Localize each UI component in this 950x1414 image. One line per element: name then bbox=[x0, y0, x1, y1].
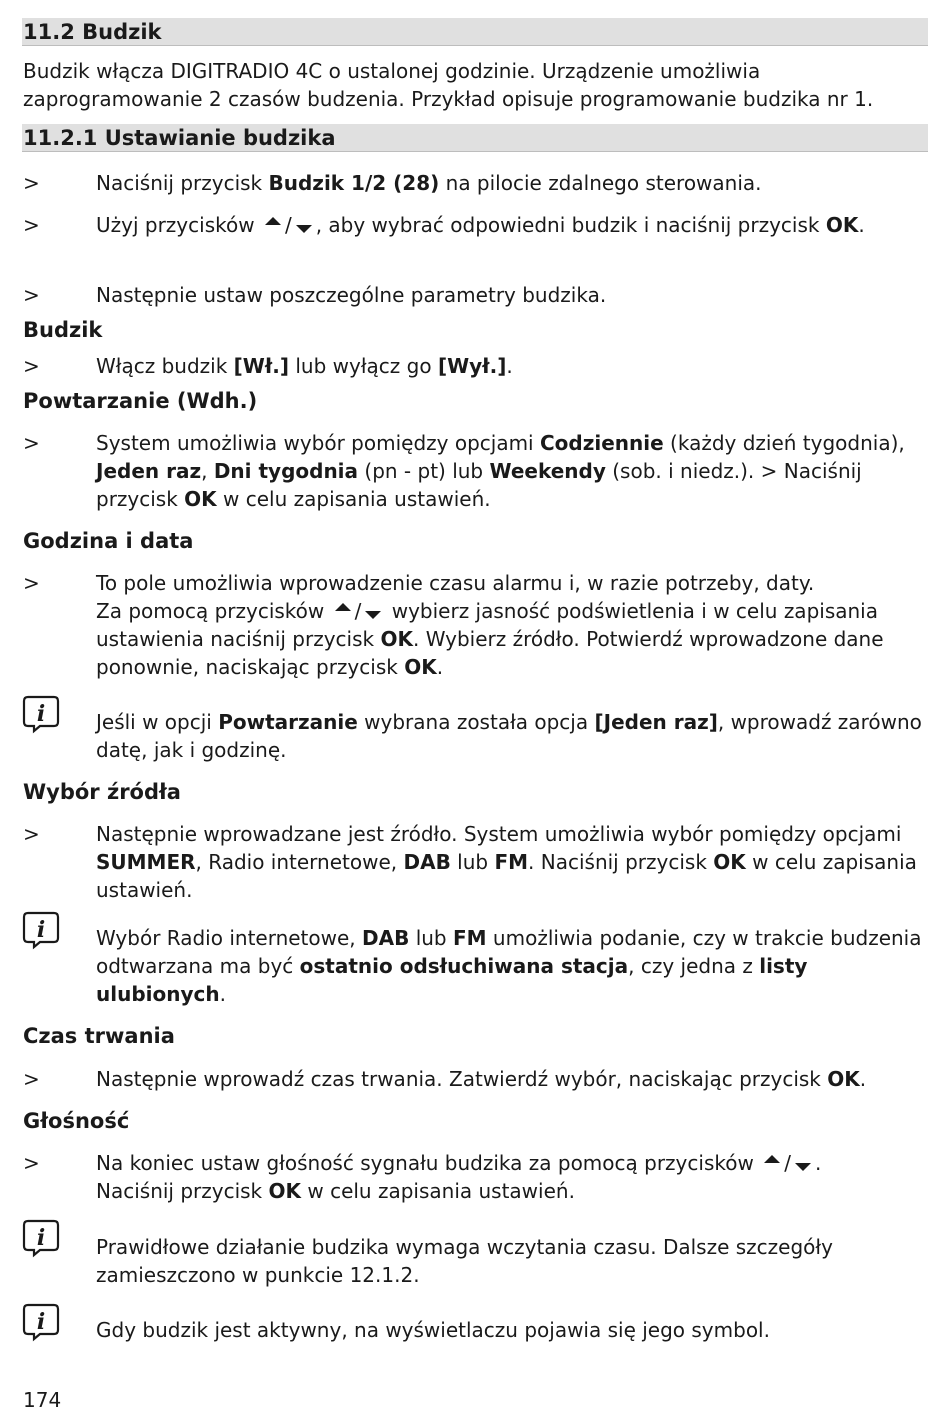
bullet-marker: > bbox=[23, 171, 40, 195]
heading-powtarzanie: Powtarzanie (Wdh.) bbox=[23, 389, 258, 413]
info-icon bbox=[22, 1302, 60, 1342]
heading-godzina: Godzina i data bbox=[23, 529, 194, 553]
step-remote-button: Naciśnij przycisk Budzik 1/2 (28) na pilocie zdalnego sterowania. bbox=[96, 171, 762, 195]
section-heading: 11.2 Budzik bbox=[22, 18, 928, 46]
bullet-marker: > bbox=[23, 354, 40, 378]
note-alarm-symbol: Gdy budzik jest aktywny, na wyświetlaczu pojawia się jego symbol. bbox=[96, 1318, 770, 1342]
heading-zrodlo: Wybór źródła bbox=[23, 780, 181, 804]
step-repeat-options: System umożliwia wybór pomiędzy opcjami Codziennie (każdy dzień tygodnia), Jeden raz, Dni tygodnia (pn - pt) lub Weekendy (sob. i niedz.). > Naciśnij przycisk OK w celu zapisania ustawień. bbox=[96, 431, 905, 511]
heading-glosnosc: Głośność bbox=[23, 1109, 130, 1133]
note-date-time: Jeśli w opcji Powtarzanie wybrana została opcja [Jeden raz], wprowadź zarówno datę, jak i godzinę. bbox=[96, 710, 922, 762]
info-icon bbox=[22, 910, 60, 950]
step-alarm-on-off: Włącz budzik [Wł.] lub wyłącz go [Wył.]. bbox=[96, 354, 513, 378]
subsection-heading: 11.2.1 Ustawianie budzika bbox=[22, 124, 928, 152]
info-icon bbox=[22, 1218, 60, 1258]
note-time-sync: Prawidłowe działanie budzika wymaga wczytania czasu. Dalsze szczegóły zamieszczono w punkcie 12.1.2. bbox=[96, 1235, 833, 1287]
step-duration: Następnie wprowadź czas trwania. Zatwierdź wybór, naciskając przycisk OK. bbox=[96, 1067, 867, 1091]
info-icon bbox=[22, 694, 60, 734]
heading-czas: Czas trwania bbox=[23, 1024, 175, 1048]
note-source-station: Wybór Radio internetowe, DAB lub FM umożliwia podanie, czy w trakcie budzenia odtwarzana ma być ostatnio odsłuchiwana stacja, czy jedna z listy ulubionych. bbox=[96, 926, 922, 1006]
step-select-alarm: Użyj przycisków / , aby wybrać odpowiedni budzik i naciśnij przycisk OK. bbox=[96, 213, 865, 237]
bullet-marker: > bbox=[23, 1151, 40, 1175]
arrow-up-icon bbox=[764, 1155, 780, 1163]
step-source: Następnie wprowadzane jest źródło. System umożliwia wybór pomiędzy opcjami SUMMER, Radio internetowe, DAB lub FM. Naciśnij przycisk OK w celu zapisania ustawień. bbox=[96, 822, 917, 902]
bullet-marker: > bbox=[23, 283, 40, 307]
svg-text:i: i bbox=[36, 1309, 46, 1335]
svg-text:i: i bbox=[36, 701, 46, 727]
step-volume: Na koniec ustaw głośność sygnału budzika za pomocą przycisków / . Naciśnij przycisk OK w celu zapisania ustawień. bbox=[96, 1151, 822, 1203]
bullet-marker: > bbox=[23, 571, 40, 595]
arrow-up-icon bbox=[335, 603, 351, 611]
bullet-marker: > bbox=[23, 213, 40, 237]
arrow-down-icon bbox=[795, 1163, 811, 1171]
heading-budzik: Budzik bbox=[23, 318, 103, 342]
arrow-down-icon bbox=[365, 611, 381, 619]
bullet-marker: > bbox=[23, 1067, 40, 1091]
arrow-up-icon bbox=[265, 217, 281, 225]
bullet-marker: > bbox=[23, 822, 40, 846]
step-time-date: To pole umożliwia wprowadzenie czasu alarmu i, w razie potrzeby, daty. Za pomocą przycisków / wybierz jasność podświetlenia i w celu zapisania ustawienia naciśnij przycisk OK. Wybierz źródło. Potwierdź wprowadzone dane ponownie, naciskając przycisk OK. bbox=[96, 571, 884, 679]
svg-text:i: i bbox=[36, 1225, 46, 1251]
svg-text:i: i bbox=[36, 917, 46, 943]
step-set-parameters: Następnie ustaw poszczególne parametry budzika. bbox=[96, 283, 607, 307]
arrow-down-icon bbox=[296, 225, 312, 233]
page-number: 174 bbox=[23, 1388, 62, 1412]
section-intro: Budzik włącza DIGITRADIO 4C o ustalonej godzinie. Urządzenie umożliwia zaprogramowanie 2 czasów budzenia. Przykład opisuje programowanie budzika nr 1. bbox=[23, 59, 874, 111]
bullet-marker: > bbox=[23, 431, 40, 455]
